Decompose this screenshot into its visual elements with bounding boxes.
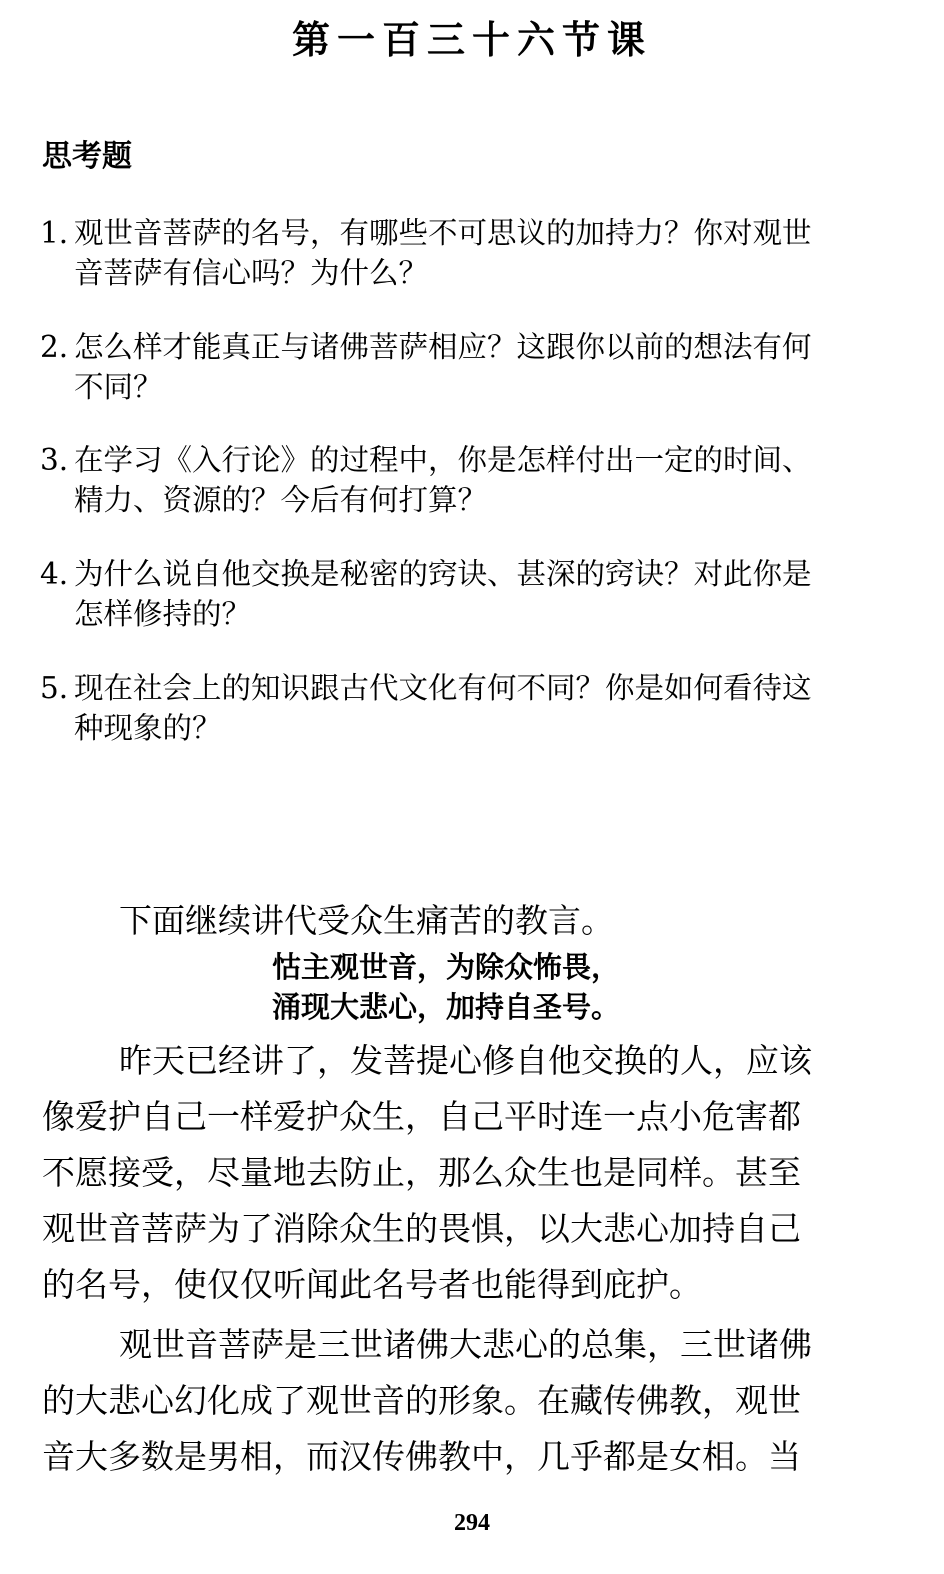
question-number: 2. bbox=[40, 330, 69, 364]
lesson-title: 第一百三十六节课 bbox=[291, 18, 652, 62]
section-heading-questions: 思考题 bbox=[42, 139, 132, 174]
lecture-paragraph: 昨天已经讲了，发菩提心修自他交换的人，应该 像爱护自己一样爱护众生，自己平时连一点小危害都 不愿接受，尽量地去防止，那么众生也是同样。甚至 观世音菩萨为了消除众生的畏惧，以大悲心加持自己 的名号，使仅仅听闻此名号者也能得到庇护。 bbox=[42, 1041, 812, 1304]
question-number: 3. bbox=[40, 443, 69, 477]
question-text: 观世音菩萨的名号，有哪些不可思议的加持力？你对观世 音菩萨有信心吗？为什么？ bbox=[74, 216, 812, 290]
question-item bbox=[40, 327, 890, 407]
question-list bbox=[0, 0, 944, 780]
question-text: 为什么说自他交换是秘密的窍诀、甚深的窍诀？对此你是 怎样修持的？ bbox=[74, 557, 812, 631]
question-text: 现在社会上的知识跟古代文化有何不同？你是如何看待这 种现象的？ bbox=[74, 671, 812, 745]
verse-line: 怙主观世音，为除众怖畏， bbox=[272, 950, 621, 984]
question-text: 在学习《入行论》的过程中，你是怎样付出一定的时间、 精力、资源的？今后有何打算？ bbox=[74, 443, 812, 517]
lecture-body bbox=[42, 895, 892, 1485]
question-item bbox=[40, 213, 890, 293]
question-number: 4. bbox=[40, 557, 69, 591]
question-item bbox=[40, 554, 890, 634]
verse-line: 涌现大悲心，加持自圣号。 bbox=[272, 990, 621, 1024]
question-item bbox=[40, 440, 890, 520]
question-item bbox=[40, 668, 890, 748]
question-number: 5. bbox=[40, 671, 69, 705]
question-number: 1. bbox=[40, 216, 69, 250]
lecture-intro: 下面继续讲代受众生痛苦的教言。 bbox=[119, 901, 614, 940]
page-number: 294 bbox=[454, 1510, 490, 1536]
question-text: 怎么样才能真正与诸佛菩萨相应？这跟你以前的想法有何 不同？ bbox=[74, 330, 812, 404]
lecture-paragraph: 观世音菩萨是三世诸佛大悲心的总集，三世诸佛 的大悲心幻化成了观世音的形象。在藏传佛教，观世 音大多数是男相，而汉传佛教中，几乎都是女相。当 bbox=[42, 1325, 812, 1476]
